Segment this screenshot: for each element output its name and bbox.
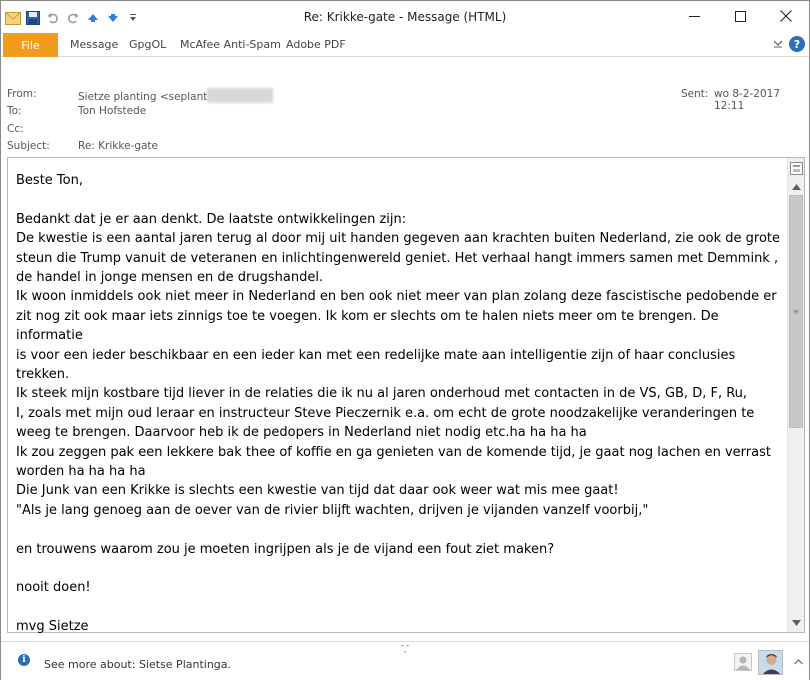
- tab-adobe-pdf[interactable]: Adobe PDF: [286, 38, 346, 51]
- sent-label: Sent:: [681, 88, 709, 100]
- body-line: trekken.: [16, 367, 70, 383]
- scroll-down-button[interactable]: [788, 615, 804, 631]
- body-line: Ik steek mijn kostbare tijd liever in de relaties die ik nu al jaren onderhoud met contacten in de VS, GB, D, F, Ru,: [16, 386, 748, 402]
- body-line: "Als je lang genoeg aan de oever van de rivier blijft wachten, drijven je vijanden vanzelf voorbij,": [16, 502, 649, 518]
- ribbon-expand-icon[interactable]: [773, 38, 783, 51]
- scroll-up-button[interactable]: [788, 179, 804, 195]
- from-value[interactable]: [78, 88, 273, 103]
- vertical-scrollbar[interactable]: [787, 158, 804, 632]
- redacted-address: [207, 88, 273, 103]
- people-pane: [1, 641, 809, 680]
- body-line: worden ha ha ha ha: [16, 464, 146, 480]
- title-bar: [1, 1, 809, 33]
- body-line: mvg Sietze: [16, 619, 89, 635]
- close-button[interactable]: [763, 1, 809, 31]
- body-line: is voor een ieder beschikbaar en een ieder kan met een redelijke mate aan intelligentie zijn of haar conclusies: [16, 347, 736, 363]
- minimize-button[interactable]: [671, 1, 717, 31]
- body-line: steun die Trump vanuit de veteranen en inlichtingenwereld geniet. Het verhaal hangt immers samen met Demmink ,: [16, 250, 779, 266]
- body-line: Die Junk van een Krikke is slechts een kwestie van tijd dat daar ook weer wat mis mee gaat!: [16, 483, 619, 499]
- body-line: De kwestie is een aantal jaren terug al door mij uit handen gegeven aan krachten buiten Nederland, zie ook de grote: [16, 231, 781, 247]
- tab-message[interactable]: Message: [70, 38, 119, 51]
- body-line: de handel in jonge mensen en de drugshandel.: [16, 270, 324, 286]
- tab-file[interactable]: File: [3, 33, 58, 57]
- tab-gpgol[interactable]: GpgOL: [129, 38, 167, 51]
- from-label: From:: [7, 88, 37, 100]
- message-body[interactable]: [7, 157, 805, 633]
- window-title: Re: Krikke-gate - Message (HTML): [303, 10, 507, 24]
- subject-value: Re: Krikke-gate: [78, 140, 158, 152]
- from-value-text: Sietze planting <seplant: [78, 91, 208, 103]
- maximize-button[interactable]: [717, 1, 763, 31]
- subject-label: Subject:: [7, 140, 50, 152]
- to-value[interactable]: Ton Hofstede: [78, 105, 147, 117]
- body-line: Ik zou zeggen pak een lekkere bak thee of koffie en ga genieten van de komende tijd, je gaat nog lachen en verrast: [16, 444, 771, 460]
- contact-avatar-placeholder[interactable]: [734, 653, 752, 671]
- help-icon[interactable]: ?: [789, 36, 805, 52]
- to-label: To:: [7, 105, 22, 117]
- reading-view-icon[interactable]: [788, 160, 804, 176]
- ribbon-tabs: [1, 33, 809, 57]
- scroll-thumb[interactable]: ≡: [789, 195, 803, 428]
- blank-line: [16, 598, 788, 617]
- body-line: nooit doen!: [16, 580, 91, 596]
- contact-photo-avatar[interactable]: [758, 650, 783, 675]
- body-line: Bedankt dat je er aan denkt. De laatste ontwikkelingen zijn:: [16, 211, 407, 227]
- tab-mcafee-anti-spam[interactable]: McAfee Anti-Spam: [180, 38, 281, 51]
- blank-line: [16, 559, 788, 578]
- body-line: en trouwens waarom zou je moeten ingrijpen als je de vijand een fout ziet maken?: [16, 541, 555, 557]
- blank-line: [16, 190, 788, 209]
- people-pane-expand-icon[interactable]: [792, 656, 804, 668]
- body-line: I, zoals met mijn oud leraar en instructeur Steve Pieczernik e.a. om echt de grote noodzakelijke veranderingen te: [16, 405, 755, 421]
- info-icon: i: [18, 654, 30, 666]
- sent-value: wo 8-2-2017 12:11: [714, 88, 781, 112]
- body-line: Beste Ton,: [16, 173, 83, 188]
- message-body-text: [16, 171, 788, 637]
- message-header: [1, 58, 809, 156]
- body-line: weeg te brengen. Daarvoor heb ik de pedopers in Nederland niet nodig etc.ha ha ha ha: [16, 425, 587, 441]
- see-more-link[interactable]: See more about: Sietse Plantinga.: [44, 658, 232, 671]
- cc-label: Cc:: [7, 123, 24, 135]
- ribbon-right-controls: [773, 36, 805, 52]
- blank-line: [16, 520, 788, 539]
- body-line: Ik woon inmiddels ook niet meer in Nederland en ben ook niet meer van plan zolang deze fascistische pedobende er: [16, 289, 777, 305]
- people-pane-splitter[interactable]: • • •: [400, 643, 410, 656]
- body-line: zit nog zit ook maar iets zinnigs toe te voegen. Ik kom er slechts om te halen niets meer om te brengen. De informatie: [16, 308, 719, 344]
